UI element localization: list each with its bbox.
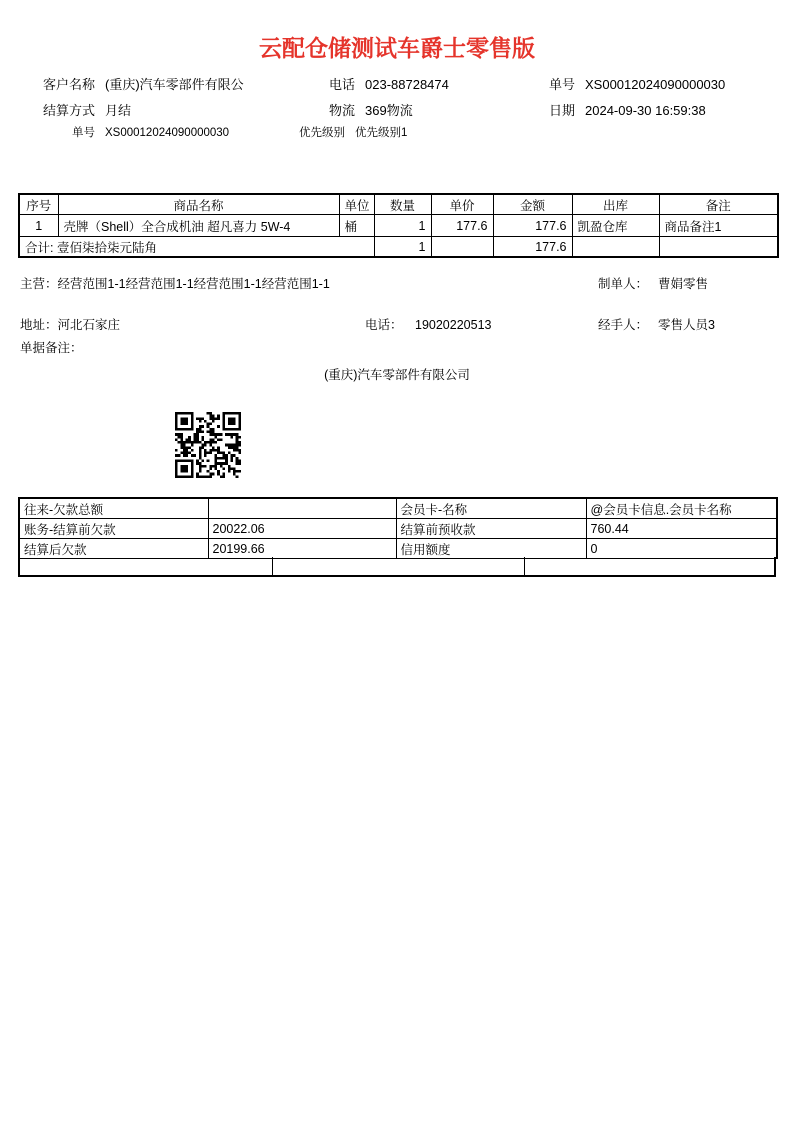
signature-cell xyxy=(525,557,774,575)
page-title: 云配仓储测试车爵士零售版 xyxy=(259,35,535,61)
priority-label: 优先级别 xyxy=(299,127,345,139)
item-amount: 177.6 xyxy=(493,215,572,237)
customer-name-label: 客户名称 xyxy=(42,77,95,92)
items-header-row xyxy=(19,194,778,215)
phone-value: 023-88728474 xyxy=(365,77,449,92)
signature-cell xyxy=(20,557,273,575)
total-qty: 1 xyxy=(374,237,431,258)
credit-limit-value: 0 xyxy=(586,539,777,559)
company-footer: (重庆)汽车零部件有限公司 xyxy=(324,368,470,382)
total-warehouse-empty xyxy=(572,237,659,258)
total-amount: 177.6 xyxy=(493,237,572,258)
item-unit: 桶 xyxy=(339,215,374,237)
pre-settle-debt-label: 账务-结算前欠款 xyxy=(19,519,208,539)
items-total-row xyxy=(19,237,778,258)
col-header-warehouse: 出库 xyxy=(572,194,659,215)
post-settle-debt-label: 结算后欠款 xyxy=(19,539,208,559)
date-value: 2024-09-30 16:59:38 xyxy=(585,103,706,118)
credit-limit-label: 信用额度 xyxy=(396,539,586,559)
logistics-label: 物流 xyxy=(328,103,355,118)
phone-label: 电话 xyxy=(328,77,355,92)
total-label: 合计: 壹佰柒拾柒元陆角 xyxy=(19,237,374,258)
qr-code-svg xyxy=(175,412,241,478)
summary-row xyxy=(19,498,777,519)
col-header-amount: 金额 xyxy=(493,194,572,215)
maker-label: 制单人： xyxy=(598,277,649,291)
item-row xyxy=(19,215,778,237)
order-no2-label: 单号 xyxy=(72,127,95,139)
summary-row xyxy=(19,519,777,539)
post-settle-debt-value: 20199.66 xyxy=(208,539,396,559)
doc-remark-label: 单据备注： xyxy=(20,341,83,355)
item-index: 1 xyxy=(19,215,58,237)
handler-label: 经手人： xyxy=(598,318,649,332)
summary-table xyxy=(18,497,778,559)
debt-total-value xyxy=(208,498,396,519)
total-price-empty xyxy=(431,237,493,258)
priority-value: 优先级别1 xyxy=(355,127,408,139)
business-scope-label: 主营： xyxy=(20,277,58,291)
item-qty: 1 xyxy=(374,215,431,237)
col-header-product: 商品名称 xyxy=(58,194,339,215)
settle-method-label: 结算方式 xyxy=(42,103,95,118)
pre-settle-debt-value: 20022.06 xyxy=(208,519,396,539)
signature-empty-row xyxy=(18,557,776,577)
member-card-name-value: @会员卡信息.会员卡名称 xyxy=(586,498,777,519)
address-label: 地址： xyxy=(20,318,58,332)
col-header-index: 序号 xyxy=(19,194,58,215)
col-header-remark: 备注 xyxy=(659,194,778,215)
col-header-unit: 单位 xyxy=(339,194,374,215)
signature-cell xyxy=(273,557,525,575)
business-scope-line xyxy=(20,277,330,292)
customer-name-value: (重庆)汽车零部件有限公 xyxy=(105,77,244,92)
settle-method-value: 月结 xyxy=(105,103,132,118)
order-no2-value: XS00012024090000030 xyxy=(105,127,230,139)
member-card-name-label: 会员卡-名称 xyxy=(396,498,586,519)
item-price: 177.6 xyxy=(431,215,493,237)
items-table xyxy=(18,193,779,258)
business-scope-value: 经营范围1-1经营范围1-1经营范围1-1经营范围1-1 xyxy=(57,277,330,291)
col-header-qty: 数量 xyxy=(374,194,431,215)
order-no-value: XS00012024090000030 xyxy=(585,77,726,92)
address-value: 河北石家庄 xyxy=(57,318,121,332)
contact-phone-label: 电话： xyxy=(365,318,403,332)
logistics-value: 369物流 xyxy=(365,103,413,118)
order-no-label: 单号 xyxy=(548,77,575,92)
summary-row xyxy=(19,539,777,559)
item-remark: 商品备注1 xyxy=(659,215,778,237)
qr-code-icon xyxy=(175,412,241,478)
total-remark-empty xyxy=(659,237,778,258)
item-product-name: 壳牌（Shell）全合成机油 超凡喜力 5W-4 xyxy=(58,215,339,237)
address-line xyxy=(20,318,120,333)
item-warehouse: 凯盈仓库 xyxy=(572,215,659,237)
contact-phone-value: 19020220513 xyxy=(415,318,492,332)
handler-value: 零售人员3 xyxy=(658,318,715,332)
col-header-price: 单价 xyxy=(431,194,493,215)
debt-total-label: 往来-欠款总额 xyxy=(19,498,208,519)
maker-value: 曹娟零售 xyxy=(658,277,709,291)
pre-settle-prepaid-label: 结算前预收款 xyxy=(396,519,586,539)
pre-settle-prepaid-value: 760.44 xyxy=(586,519,777,539)
date-label: 日期 xyxy=(548,103,575,118)
